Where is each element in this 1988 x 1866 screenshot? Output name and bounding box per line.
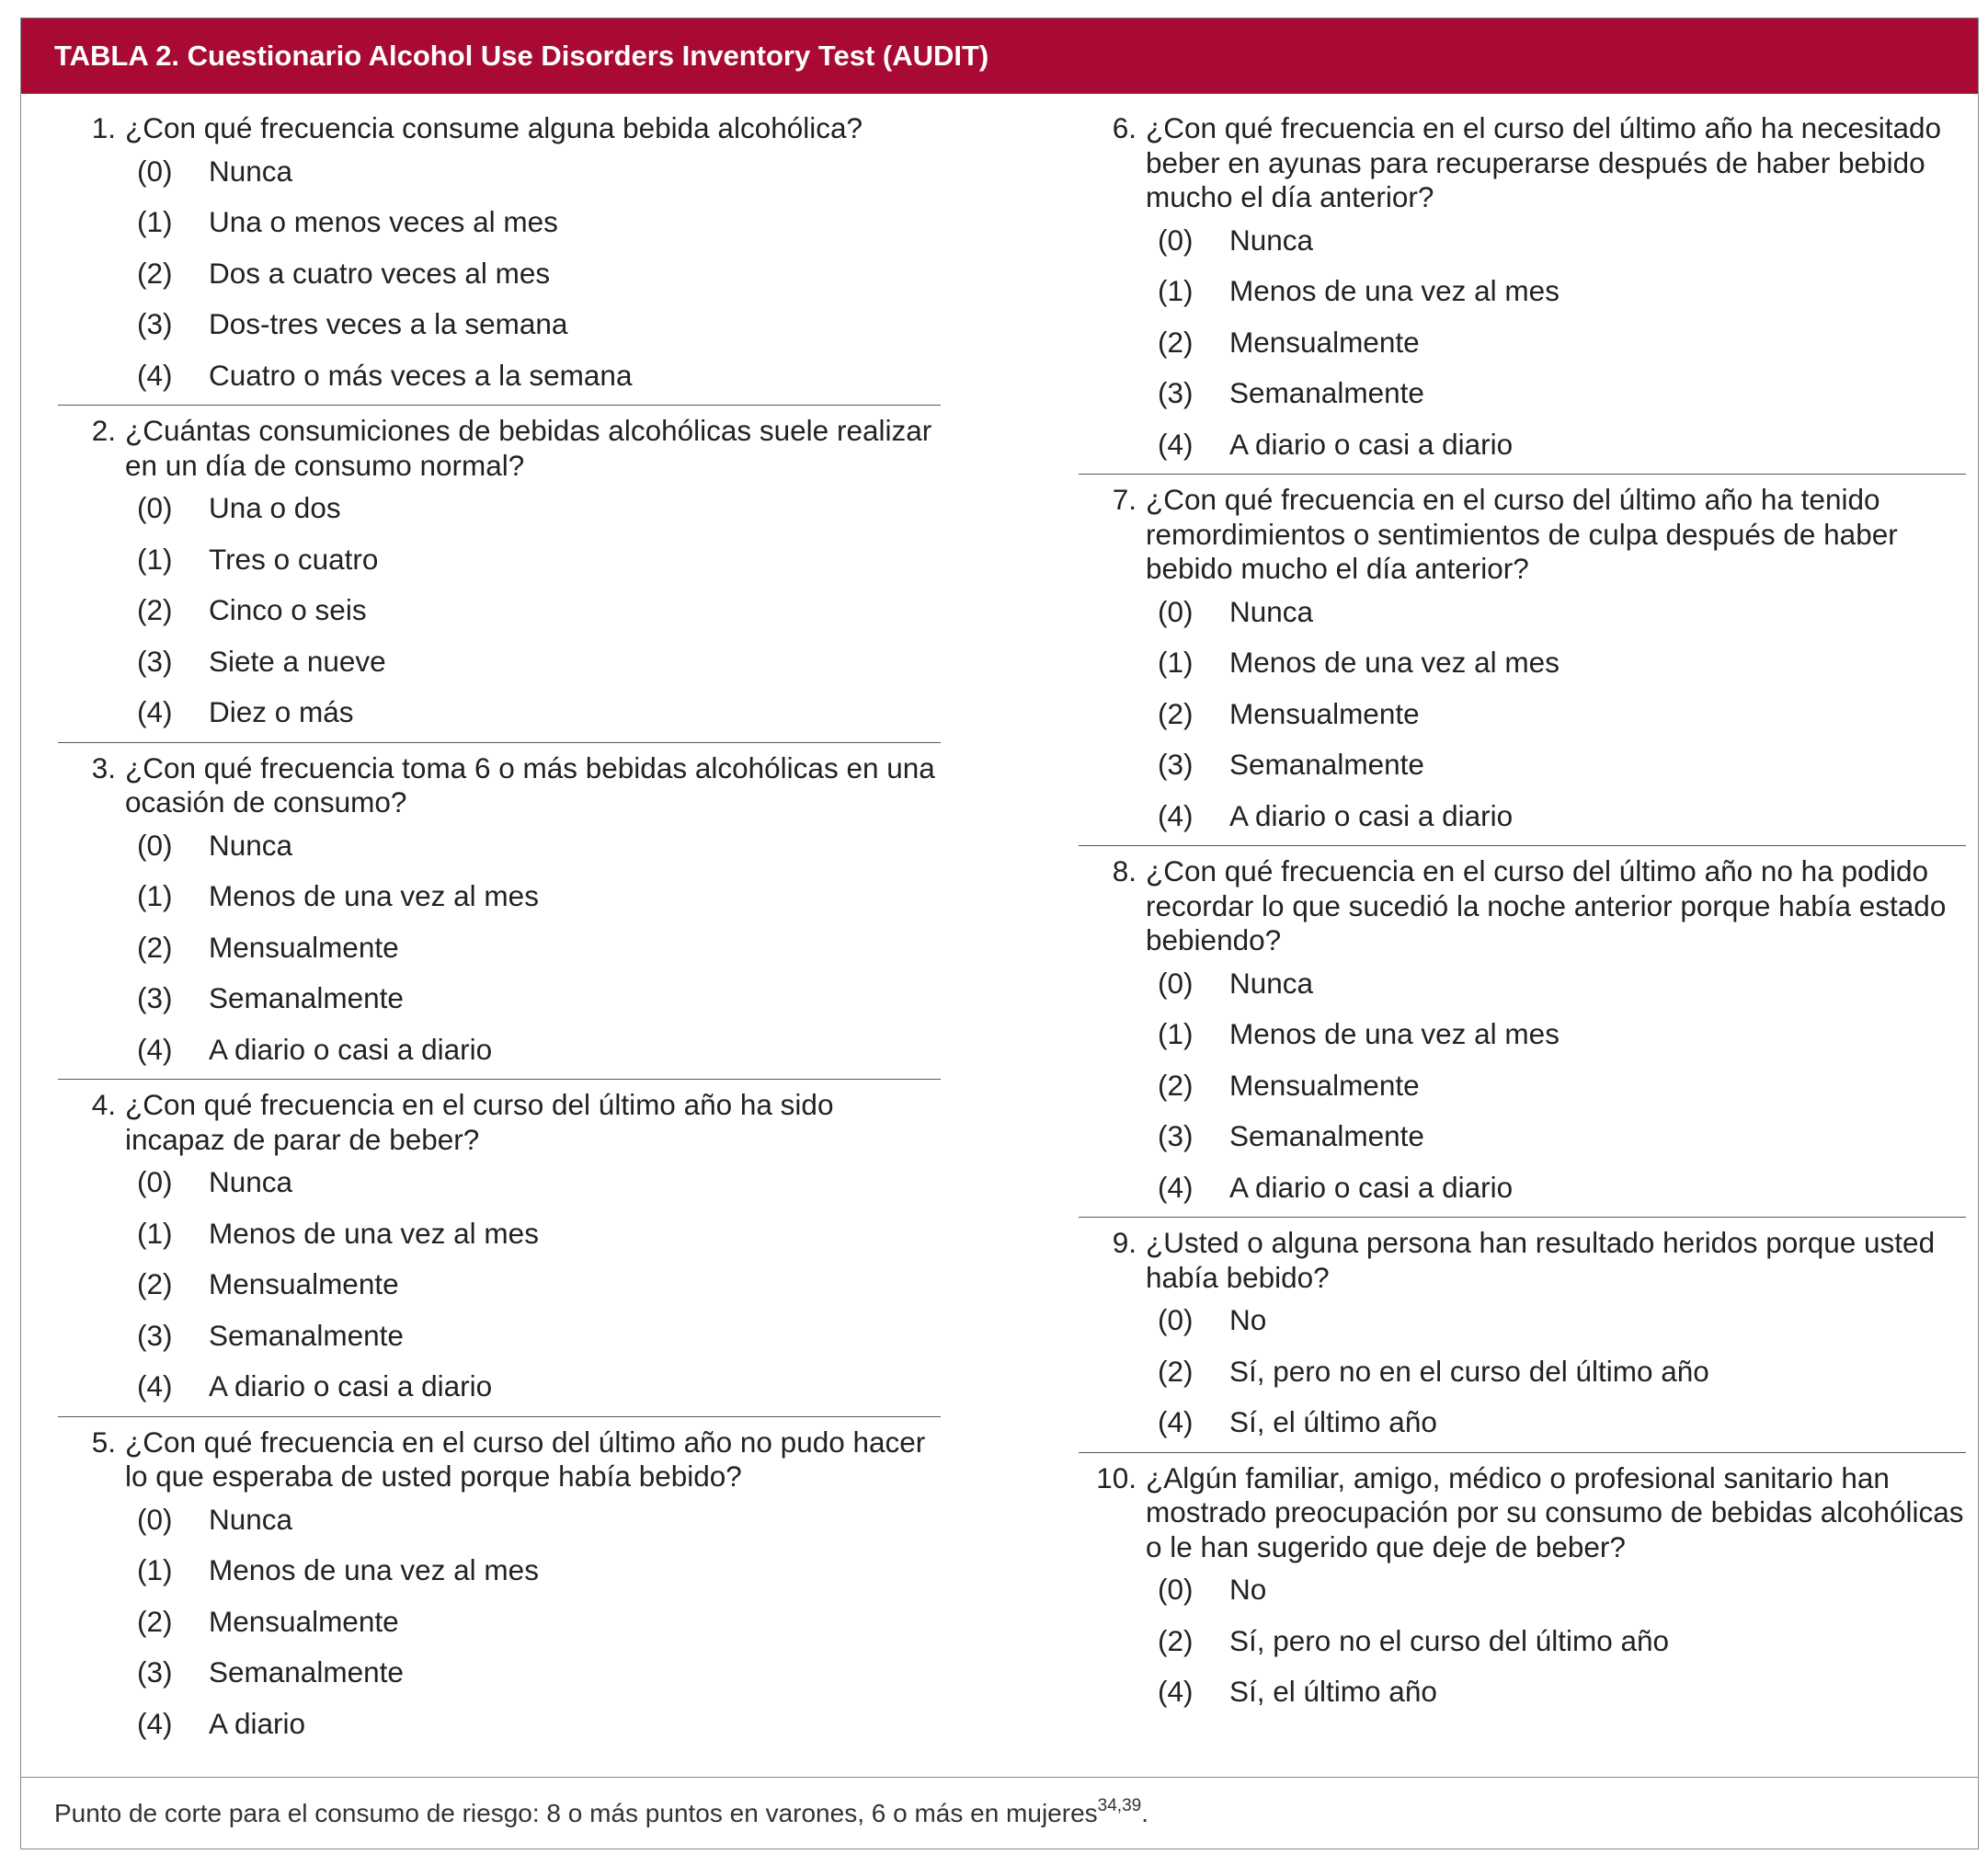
question-text: ¿Con qué frecuencia toma 6 o más bebidas alcohólicas en una ocasión de consumo?	[125, 750, 935, 819]
option-score: (3)	[137, 1318, 173, 1352]
answer-option	[1079, 1111, 1966, 1162]
option-score: (0)	[137, 1502, 173, 1536]
option-label: Tres o cuatro	[209, 542, 379, 576]
option-score: (0)	[137, 828, 173, 862]
option-score: (1)	[137, 1216, 173, 1250]
option-score: (0)	[137, 491, 173, 524]
option-label: Mensualmente	[1229, 696, 1420, 730]
option-score: (4)	[137, 1032, 173, 1066]
answer-option	[1079, 689, 1966, 740]
option-score: (2)	[1158, 1623, 1194, 1657]
question-header	[58, 743, 941, 820]
option-label: Semanalmente	[1229, 748, 1424, 781]
option-label: Menos de una vez al mes	[209, 1216, 539, 1250]
option-score: (4)	[1158, 798, 1194, 832]
option-score: (3)	[137, 307, 173, 340]
option-score: (4)	[137, 1706, 173, 1740]
option-score: (0)	[1158, 594, 1194, 628]
option-score: (4)	[1158, 1405, 1194, 1438]
option-label: Dos-tres veces a la semana	[209, 307, 568, 340]
option-score: (1)	[137, 879, 173, 912]
option-label: Cinco o seis	[209, 593, 367, 626]
footnote-period: .	[1141, 1799, 1148, 1827]
answer-option	[58, 1647, 941, 1699]
question-header	[1079, 1218, 1966, 1295]
option-label: Menos de una vez al mes	[209, 879, 539, 912]
answer-option	[1079, 266, 1966, 317]
question-3	[58, 743, 941, 1081]
answer-option	[58, 1157, 941, 1208]
option-score: (0)	[1158, 966, 1194, 1000]
right-column	[1079, 103, 1966, 1722]
option-label: Diez o más	[209, 695, 354, 728]
answer-option	[1079, 368, 1966, 419]
option-score: (0)	[137, 154, 173, 188]
option-label: Sí, pero no el curso del último año	[1229, 1623, 1670, 1657]
option-label: A diario o casi a diario	[1229, 798, 1514, 832]
option-label: Mensualmente	[209, 1604, 399, 1638]
option-label: Nunca	[1229, 223, 1314, 257]
option-score: (2)	[1158, 325, 1194, 359]
question-number: 4.	[91, 1088, 116, 1121]
answer-option	[1079, 215, 1966, 267]
answer-option	[58, 687, 941, 738]
table-footnote	[21, 1777, 1978, 1849]
answer-option	[1079, 419, 1966, 471]
option-label: Dos a cuatro veces al mes	[209, 256, 551, 290]
answer-option	[58, 483, 941, 534]
option-label: No	[1229, 1573, 1267, 1606]
option-label: A diario o casi a diario	[209, 1369, 493, 1402]
question-header	[58, 1080, 941, 1157]
answer-option	[58, 585, 941, 636]
option-label: Nunca	[1229, 966, 1314, 1000]
option-label: Nunca	[209, 154, 293, 188]
answer-option	[58, 248, 941, 300]
answer-option	[1079, 1397, 1966, 1448]
option-label: Mensualmente	[209, 1267, 399, 1300]
footnote-references: 34,39	[1097, 1796, 1142, 1815]
answer-option	[58, 922, 941, 974]
answer-option	[1079, 1346, 1966, 1398]
option-score: (3)	[1158, 376, 1194, 409]
question-6	[1079, 103, 1966, 475]
option-label: Menos de una vez al mes	[1229, 274, 1560, 307]
question-text: ¿Con qué frecuencia en el curso del último año ha necesitado beber en ayunas para recuperarse después de haber bebido mucho el día anterior?	[1146, 111, 1942, 213]
option-score: (3)	[1158, 1119, 1194, 1152]
option-score: (1)	[137, 542, 173, 576]
question-header	[1079, 1453, 1966, 1565]
question-number: 3.	[91, 750, 116, 784]
question-header	[58, 406, 941, 483]
option-score: (2)	[137, 593, 173, 626]
question-number: 8.	[1112, 854, 1137, 887]
option-score: (2)	[137, 1267, 173, 1300]
option-score: (1)	[1158, 646, 1194, 679]
option-label: Mensualmente	[209, 930, 399, 964]
option-score: (1)	[1158, 274, 1194, 307]
answer-option	[1079, 739, 1966, 791]
option-label: A diario o casi a diario	[1229, 427, 1514, 461]
answer-option	[58, 871, 941, 922]
option-label: A diario	[209, 1706, 306, 1740]
answer-option	[58, 1025, 941, 1076]
question-text: ¿Usted o alguna persona han resultado heridos porque usted había bebido?	[1146, 1226, 1936, 1294]
answer-option	[1079, 1009, 1966, 1060]
answer-option	[58, 636, 941, 688]
option-score: (1)	[137, 1553, 173, 1586]
option-label: No	[1229, 1303, 1267, 1336]
answer-option	[58, 820, 941, 872]
answer-option	[1079, 1295, 1966, 1346]
option-score: (2)	[1158, 1354, 1194, 1388]
answer-option	[58, 1311, 941, 1362]
question-header	[1079, 103, 1966, 215]
question-number: 6.	[1112, 111, 1137, 144]
question-4	[58, 1080, 941, 1417]
option-score: (4)	[137, 358, 173, 392]
option-label: Nunca	[209, 1165, 293, 1198]
option-score: (2)	[137, 1604, 173, 1638]
question-number: 7.	[1112, 483, 1137, 516]
option-score: (3)	[137, 1655, 173, 1689]
option-score: (4)	[1158, 427, 1194, 461]
answer-option	[58, 350, 941, 402]
option-score: (1)	[137, 205, 173, 238]
option-score: (4)	[137, 1369, 173, 1402]
option-label: Menos de una vez al mes	[209, 1553, 539, 1586]
option-score: (2)	[1158, 1068, 1194, 1102]
question-header	[1079, 475, 1966, 587]
question-header	[58, 1417, 941, 1494]
question-1	[58, 103, 941, 406]
option-label: Sí, el último año	[1229, 1405, 1437, 1438]
option-label: Semanalmente	[1229, 376, 1424, 409]
question-text: ¿Con qué frecuencia consume alguna bebida alcohólica?	[125, 111, 863, 144]
option-label: Mensualmente	[1229, 1068, 1420, 1102]
option-label: Una o dos	[209, 491, 341, 524]
question-number: 10.	[1096, 1460, 1137, 1494]
option-score: (0)	[1158, 1303, 1194, 1336]
answer-option	[58, 534, 941, 586]
option-label: Nunca	[209, 1502, 293, 1536]
question-2	[58, 406, 941, 743]
answer-option	[1079, 1616, 1966, 1667]
question-number: 2.	[91, 414, 116, 447]
answer-option	[58, 973, 941, 1025]
question-number: 1.	[91, 111, 116, 144]
option-score: (4)	[1158, 1170, 1194, 1204]
answer-option	[58, 1494, 941, 1546]
question-number: 9.	[1112, 1226, 1137, 1259]
answer-option	[58, 1597, 941, 1648]
question-text: ¿Cuántas consumiciones de bebidas alcohólicas suele realizar en un día de consumo normal?	[125, 414, 932, 482]
answer-option	[58, 146, 941, 198]
question-text: ¿Con qué frecuencia en el curso del último año ha sido incapaz de parar de beber?	[125, 1088, 834, 1156]
question-text: ¿Con qué frecuencia en el curso del último año no pudo hacer lo que esperaba de usted porque había bebido?	[125, 1425, 926, 1493]
option-score: (0)	[1158, 1573, 1194, 1606]
option-score: (4)	[1158, 1675, 1194, 1708]
option-label: Nunca	[1229, 594, 1314, 628]
answer-option	[58, 1208, 941, 1260]
option-label: Una o menos veces al mes	[209, 205, 558, 238]
answer-option	[1079, 587, 1966, 638]
answer-option	[1079, 1564, 1966, 1616]
question-header	[58, 103, 941, 146]
question-text: ¿Con qué frecuencia en el curso del último año no ha podido recordar lo que sucedió la noche anterior porque había estado bebiendo?	[1146, 854, 1947, 956]
option-label: Sí, pero no en el curso del último año	[1229, 1354, 1709, 1388]
answer-option	[1079, 1060, 1966, 1112]
option-score: (3)	[137, 981, 173, 1014]
answer-option	[1079, 958, 1966, 1010]
option-label: Semanalmente	[1229, 1119, 1424, 1152]
answer-option	[1079, 791, 1966, 842]
option-label: A diario o casi a diario	[1229, 1170, 1514, 1204]
option-score: (2)	[137, 930, 173, 964]
option-label: Sí, el último año	[1229, 1675, 1437, 1708]
option-label: Menos de una vez al mes	[1229, 646, 1560, 679]
footnote-text: Punto de corte para el consumo de riesgo: 8 o más puntos en varones, 6 o más en mujeres	[54, 1799, 1098, 1827]
question-number: 5.	[91, 1425, 116, 1459]
option-label: A diario o casi a diario	[209, 1032, 493, 1066]
option-label: Siete a nueve	[209, 644, 386, 678]
option-score: (4)	[137, 695, 173, 728]
question-8	[1079, 846, 1966, 1218]
answer-option	[58, 299, 941, 350]
question-9	[1079, 1218, 1966, 1453]
option-score: (0)	[1158, 223, 1194, 257]
answer-option	[58, 1545, 941, 1597]
answer-option	[1079, 637, 1966, 689]
option-score: (1)	[1158, 1017, 1194, 1050]
option-label: Semanalmente	[209, 981, 404, 1014]
option-label: Semanalmente	[209, 1318, 404, 1352]
option-score: (2)	[1158, 696, 1194, 730]
answer-option	[1079, 1666, 1966, 1718]
question-7	[1079, 475, 1966, 846]
question-text: ¿Algún familiar, amigo, médico o profesional sanitario han mostrado preocupación por su consumo de bebidas alcohólicas o le han sugerido que deje de beber?	[1146, 1460, 1964, 1563]
answer-option	[58, 1259, 941, 1311]
left-column	[58, 103, 941, 1753]
answer-option	[1079, 1162, 1966, 1214]
table-title: TABLA 2. Cuestionario Alcohol Use Disorders Inventory Test (AUDIT)	[21, 18, 1978, 94]
option-score: (2)	[137, 256, 173, 290]
answer-option	[58, 1361, 941, 1413]
answer-option	[58, 1699, 941, 1750]
question-10	[1079, 1453, 1966, 1722]
answer-option	[1079, 317, 1966, 369]
option-score: (3)	[137, 644, 173, 678]
option-score: (0)	[137, 1165, 173, 1198]
option-label: Menos de una vez al mes	[1229, 1017, 1560, 1050]
question-header	[1079, 846, 1966, 958]
question-5	[58, 1417, 941, 1754]
option-score: (3)	[1158, 748, 1194, 781]
question-text: ¿Con qué frecuencia en el curso del último año ha tenido remordimientos o sentimientos de culpa después de haber bebido mucho el día anterior?	[1146, 483, 1898, 585]
audit-table	[20, 17, 1979, 1849]
option-label: Semanalmente	[209, 1655, 404, 1689]
option-label: Mensualmente	[1229, 325, 1420, 359]
answer-option	[58, 197, 941, 248]
option-label: Nunca	[209, 828, 293, 862]
option-label: Cuatro o más veces a la semana	[209, 358, 633, 392]
